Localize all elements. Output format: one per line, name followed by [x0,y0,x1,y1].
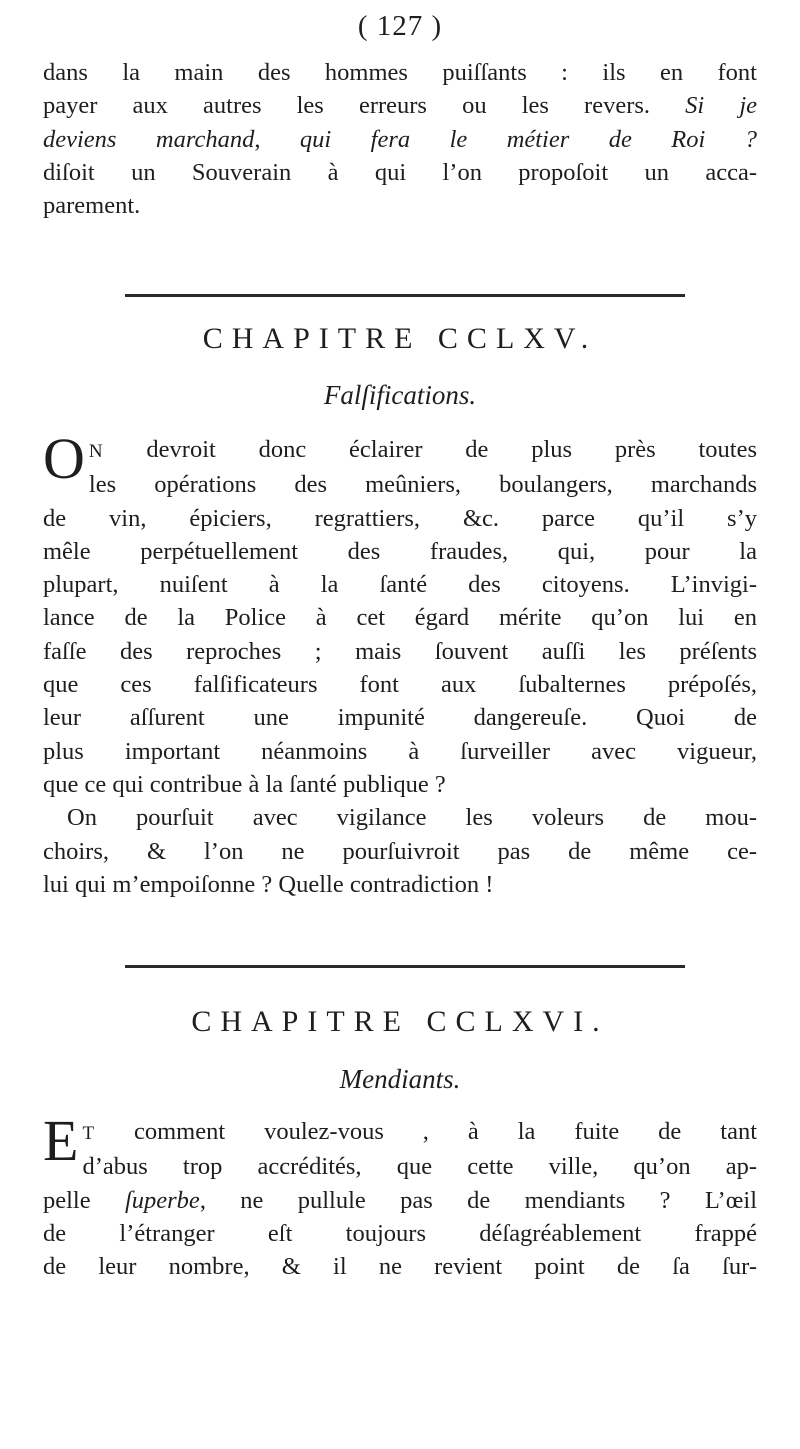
text-line: deviens marchand, qui fera le métier de Roi ? [43,125,757,153]
text-line: de vin, épiciers, regrattiers, &c. parce qu’il s’y [43,504,757,532]
text-line: dans la main des hommes puiſſants : ils en font [43,59,757,86]
italic-text: Si je [685,92,757,120]
chapter-266-paragraph [43,1108,758,1283]
text-line: diſoit un Souverain à qui l’on propoſoit un acca- [43,158,757,186]
text-line: de l’étranger eſt toujours déſagréablement frappé [43,1219,757,1247]
text-line: T comment voulez-vous , à la fuite de tant [82,1118,757,1145]
text-line: payer aux autres les erreurs ou les revers. Si je [43,92,757,120]
chapter-title: CHAPITRE CCLXV. [202,322,598,355]
text-line: que ce qui contribue à la ſanté publique ? [43,770,446,798]
text-line: faſſe des reproches ; mais ſouvent auſſi les préſents [43,637,757,665]
text-line: mêle perpétuellement des fraudes, qui, pour la [43,537,757,565]
text-line: de leur nombre, & il ne revient point de ſa ſur- [43,1253,757,1281]
text-line: leur aſſurent une impunité dangereuſe. Quoi de [43,704,757,732]
text-line: choirs, & l’on ne pourſuivroit pas de même ce- [43,837,757,865]
divider-rule [125,965,685,968]
text-line: les opérations des meûniers, boulangers, marchands [88,471,757,499]
chapter-265-paragraph [43,426,757,901]
section-title: Falſifications. [323,380,477,410]
italic-text: qui fera le métier de Roi ? [299,125,757,153]
text-line: lui qui m’empoiſonne ? Quelle contradiction ! [43,870,494,898]
text-line: plupart, nuiſent à la ſanté des citoyens. L’invigi- [43,571,757,599]
page-number: ( 127 ) [357,10,443,42]
text-line: pelle ſuperbe, ne pullule pas de mendiants ? L’œil [43,1186,758,1214]
italic-text: ſuperbe [124,1186,200,1214]
text-line: que ces falſificateurs font aux ſubalternes prépoſés, [43,671,757,699]
drop-cap: O [43,426,85,491]
drop-cap: E [43,1108,79,1173]
chapter-title: CHAPITRE CCLXVI. [191,1005,609,1038]
text-line: N devroit donc éclairer de plus près toutes [88,436,757,463]
text-line: parement. [43,192,141,220]
section-title: Mendiants. [339,1064,461,1094]
divider-rule [125,294,685,297]
text-line: d’abus trop accrédités, que cette ville, qu’on ap- [82,1153,757,1181]
intro-paragraph [43,56,757,222]
text-line: lance de la Police à cet égard mérite qu’on lui en [43,604,757,632]
italic-text: deviens marchand [43,125,255,153]
text-line: On pourſuit avec vigilance les voleurs de mou- [67,804,757,832]
text-line: plus important néanmoins à ſurveiller avec vigueur, [43,737,757,765]
